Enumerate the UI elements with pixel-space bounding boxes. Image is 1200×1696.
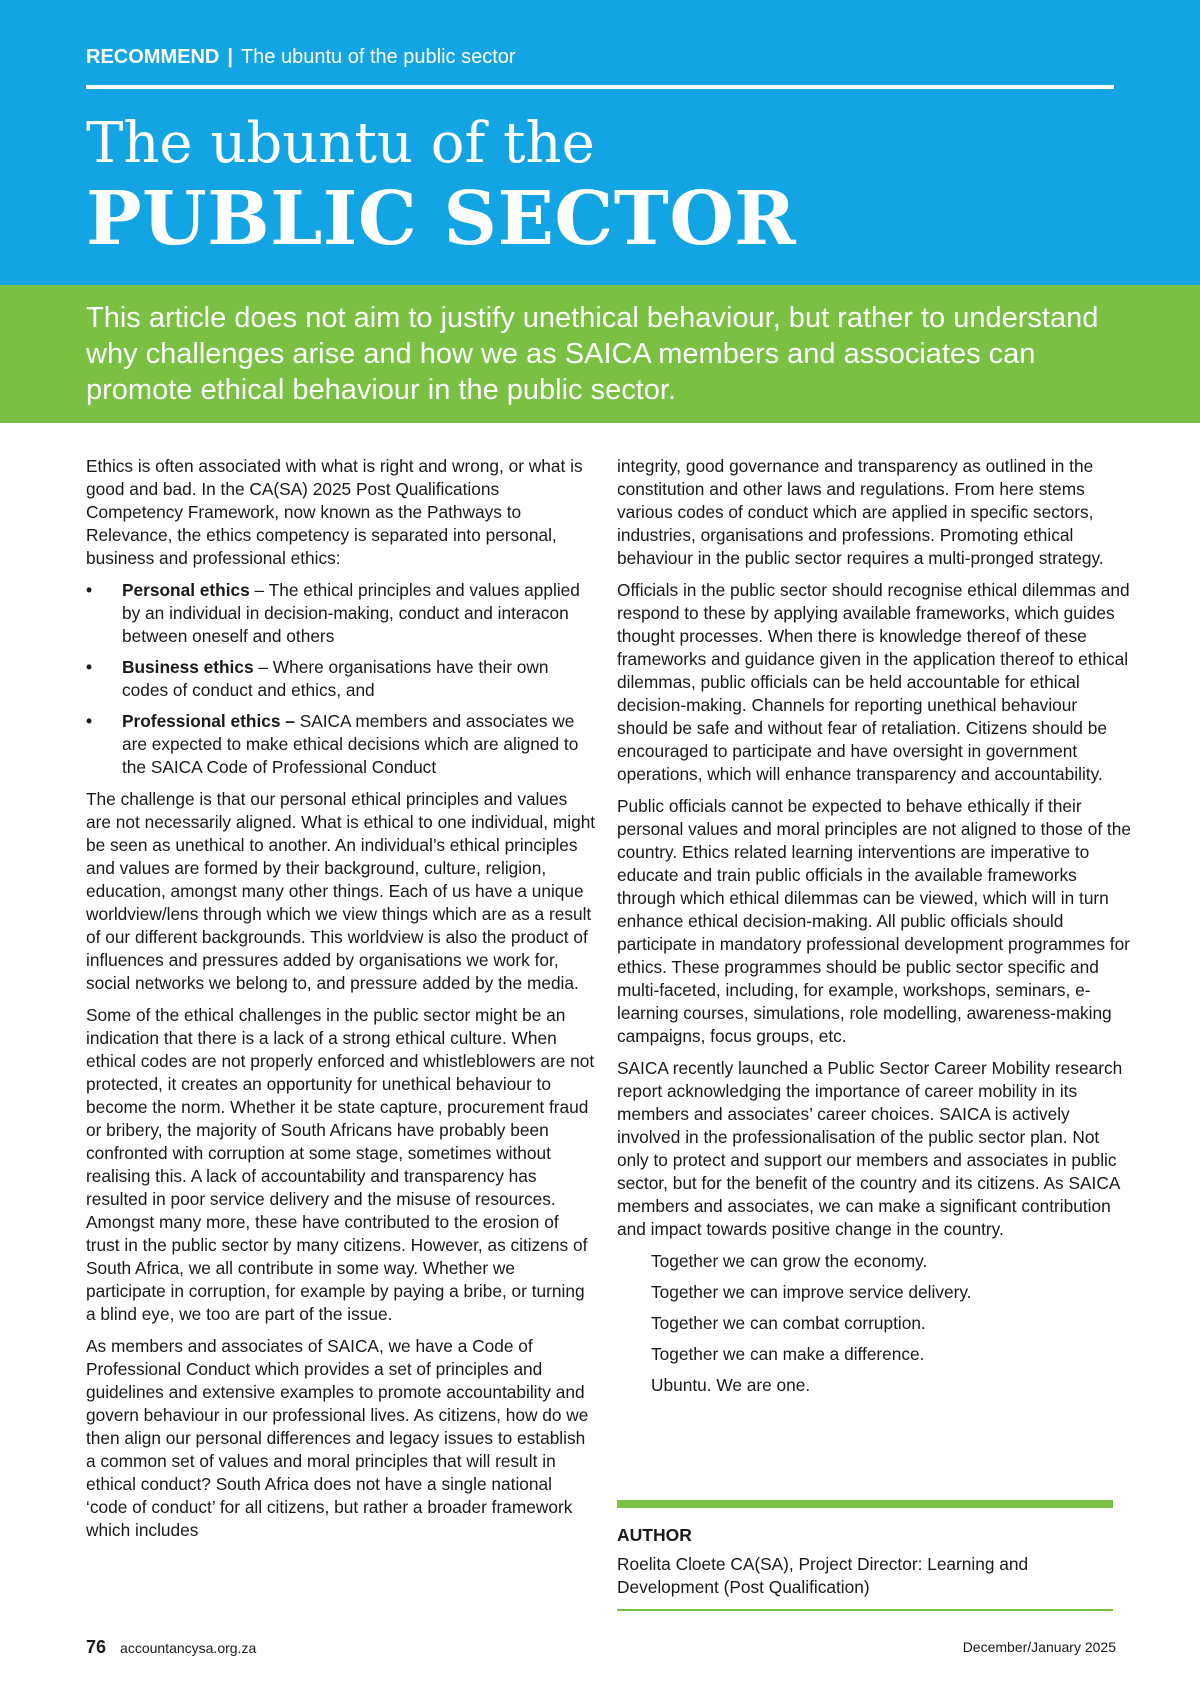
section-topic: The ubuntu of the public sector	[240, 46, 516, 68]
right-column	[617, 455, 1132, 1405]
paragraph: Officials in the public sector should recognise ethical dilemmas and respond to these by applying available frameworks, which guides thought processes. When there is knowledge thereof of these frameworks and guidance given in the application thereof to ethical dilemmas, public officials can be held accountable for ethical decision-making. Channels for reporting unethical behaviour should be safe and without fear of retaliation. Citizens should be encouraged to participate and have oversight in government operations, which will enhance transparency and accountability.	[617, 580, 1130, 784]
list-text: SAICA members and associates we are expected to make ethical decisions which are aligned to the SAICA Code of Professional Conduct	[122, 711, 579, 777]
list-term: Business ethics	[122, 657, 254, 677]
intro-text: This article does not aim to justify unethical behaviour, but rather to understand why challenges arise and how we as SAICA members and associates can promote ethical behaviour in the public sector.	[86, 302, 1099, 406]
paragraph: Public officials cannot be expected to behave ethically if their personal values and moral principles are not aligned to those of the country. Ethics related learning interventions are imperative to educate and train public officials in the available frameworks through which ethical dilemmas can be viewed, which will in turn enhance ethical decision-making. All public officials should participate in mandatory professional development programmes for ethics. These programmes should be public sector specific and multi-faceted, including, for example, workshops, seminars, e-learning courses, simulations, role modelling, awareness-making campaigns, focus groups, etc.	[617, 796, 1131, 1046]
author-bottom-rule	[617, 1609, 1113, 1611]
left-column	[86, 455, 596, 1551]
list-term: Professional ethics –	[122, 711, 295, 731]
title-line-1: The ubuntu of the	[86, 111, 595, 176]
list-item	[86, 710, 596, 779]
paragraph: Ethics is often associated with what is right and wrong, or what is good and bad. In the CA(SA) 2025 Post Qualifications Competency Framework, now known as the Pathways to Relevance, the ethics competency is separated into personal, business and professional ethics:	[86, 456, 583, 568]
bullet-icon: •	[86, 580, 93, 600]
closing-line: Together we can make a difference.	[651, 1344, 925, 1364]
paragraph: Some of the ethical challenges in the public sector might be an indication that there is a lack of a strong ethical culture. When ethical codes are not properly enforced and whistleblowers are not protected, it creates an opportunity for unethical behaviour to become the norm. Whether it be state capture, procurement fraud or bribery, the majority of South Africans have probably been confronted with corruption at some stage, sometimes without realising this. A lack of accountability and transparency has resulted in poor service delivery and the misuse of resources. Amongst many more, these have contributed to the erosion of trust in the public sector by many citizens. However, as citizens of South Africa, we all contribute in some way. Whether we participate in corruption, for example by paying a bribe, or turning a blind eye, we too are part of the issue.	[86, 1005, 595, 1324]
list-item	[86, 579, 596, 648]
list-text: – The ethical principles and values applied by an individual in decision-making, conduct and interacon between oneself and others	[122, 580, 580, 646]
footer-site: accountancysa.org.za	[120, 1640, 257, 1656]
closing-line: Together we can combat corruption.	[651, 1313, 926, 1333]
paragraph: integrity, good governance and transparency as outlined in the constitution and other laws and regulations. From here stems various codes of conduct which are applied in specific sectors, industries, organisations and professions. Promoting ethical behaviour in the public sector requires a multi-pronged strategy.	[617, 456, 1104, 568]
author-heading: AUTHOR	[617, 1525, 692, 1545]
footer-date: December/January 2025	[962, 1639, 1116, 1655]
page-footer	[86, 1637, 1116, 1658]
closing-line: Ubuntu. We are one.	[651, 1375, 811, 1395]
bullet-icon: •	[86, 657, 93, 677]
bullet-icon: •	[86, 711, 93, 731]
paragraph: SAICA recently launched a Public Sector Career Mobility research report acknowledging the importance of career mobility in its members and associates’ career choices. SAICA is actively involved in the professionalisation of the public sector plan. Not only to protect and support our members and associates in public sector, but for the benefit of the country and its citizens. As SAICA members and associates, we can make a significant contribution and impact towards positive change in the country.	[617, 1058, 1123, 1239]
author-text: Roelita Cloete CA(SA), Project Director: Learning and Development (Post Qualification)	[617, 1554, 1029, 1597]
section-separator: |	[227, 46, 233, 68]
closing-lines	[651, 1250, 1132, 1397]
list-term: Personal ethics	[122, 580, 250, 600]
paragraph: As members and associates of SAICA, we have a Code of Professional Conduct which provides a set of principles and guidelines and extensive examples to promote accountability and govern behaviour in our professional lives. As citizens, how do we then align our personal differences and legacy issues to establish a common set of values and moral principles that will result in ethical conduct? South Africa does not have a single national ‘code of conduct’ for all citizens, but rather a broader framework which includes	[86, 1336, 589, 1540]
closing-line: Together we can improve service delivery.	[651, 1282, 972, 1302]
paragraph: The challenge is that our personal ethical principles and values are not necessarily aligned. What is ethical to one individual, might be seen as unethical to another. An individual’s ethical principles and values are formed by their background, culture, religion, education, amongst many other things. Each of us have a unique worldview/lens through which we view things which are as a result of our different backgrounds. This worldview is also the product of influences and pressures added by organisations we work for, social networks we belong to, and pressure added by the media.	[86, 789, 596, 993]
section-label	[86, 46, 516, 69]
closing-line: Together we can grow the economy.	[651, 1251, 928, 1271]
list-text: – Where organisations have their own codes of conduct and ethics, and	[122, 657, 549, 700]
title-line-2: PUBLIC SECTOR	[86, 176, 797, 262]
page-number: 76	[86, 1637, 107, 1657]
section-kicker: RECOMMEND	[86, 46, 220, 68]
author-top-rule	[617, 1500, 1113, 1508]
header-rule	[86, 85, 1114, 89]
ethics-list	[86, 579, 596, 779]
list-item	[86, 656, 596, 702]
